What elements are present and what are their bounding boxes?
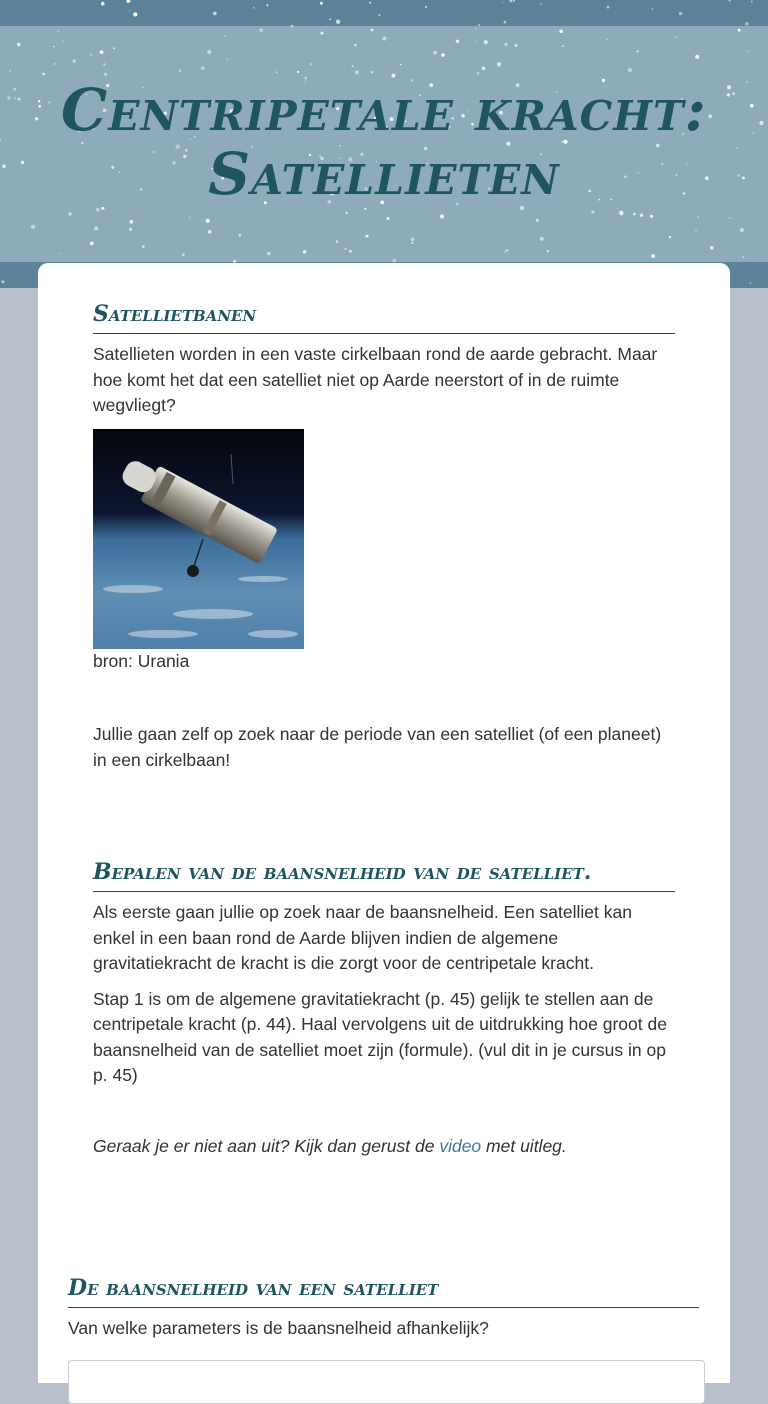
- snowflake: [291, 25, 294, 28]
- snowflake: [10, 70, 12, 72]
- snowflake: [477, 72, 480, 75]
- snowflake: [729, 217, 731, 219]
- snowflake: [346, 212, 348, 214]
- snowflake: [297, 71, 299, 73]
- snowflake: [364, 208, 366, 210]
- snowflake: [336, 240, 339, 243]
- snowflake: [59, 253, 60, 254]
- snowflake: [320, 2, 323, 5]
- snowflake: [738, 29, 741, 32]
- paragraph-2: Stap 1 is om de algemene gravitatiekracht (p. 45) gelijk te stellen aan de centripetale kracht (p. 44). Haal vervolgens uit de uitdrukking hoe groot de baansnelheid van de satelliet moet zijn (formule). (vul dit in je cursus in op p. 45): [93, 988, 667, 1085]
- snowflake: [354, 44, 357, 47]
- help-text-after: met uitleg.: [481, 1135, 567, 1156]
- snowflake: [182, 253, 185, 256]
- snowflake: [266, 4, 268, 6]
- snowflake: [562, 45, 564, 47]
- intro-text: Satellieten worden in een vaste cirkelbaan rond de aarde gebracht. Maar hoe komt het dat een satelliet niet op Aarde neerstort of in de ruimte wegvliegt?: [93, 344, 658, 415]
- snowflake: [224, 35, 226, 37]
- snowflake: [676, 36, 678, 38]
- snowflake: [90, 54, 92, 56]
- content-card: [38, 263, 730, 1383]
- snowflake: [329, 19, 331, 21]
- page-title-line2: Satellieten: [208, 140, 560, 208]
- snowflake: [478, 24, 480, 26]
- snowflake: [729, 0, 731, 2]
- snowflake: [749, 282, 751, 284]
- snowflake: [371, 29, 374, 32]
- snowflake: [425, 6, 427, 8]
- snowflake: [619, 211, 623, 215]
- snowflake: [189, 217, 191, 219]
- snowflake: [103, 63, 106, 66]
- snowflake: [482, 67, 486, 71]
- snowflake: [640, 214, 643, 217]
- snowflake: [42, 73, 45, 76]
- snowflake: [710, 246, 714, 250]
- snowflake: [72, 59, 76, 63]
- snowflake: [607, 6, 610, 9]
- snowflake: [745, 22, 749, 26]
- snowflake: [504, 21, 507, 24]
- section-satellietbanen: [93, 301, 675, 773]
- snowflake: [504, 251, 506, 253]
- task-text: Jullie gaan zelf op zoek naar de periode van een satelliet (of een planeet) in een cirkelbaan!: [93, 724, 662, 770]
- snowflake: [259, 29, 262, 32]
- page-title: [0, 78, 768, 206]
- question-text: Van welke parameters is de baansnelheid afhankelijk?: [68, 1318, 489, 1338]
- snowflake: [129, 228, 132, 231]
- snowflake: [540, 3, 542, 5]
- snowflake: [100, 50, 104, 54]
- snowflake: [411, 242, 413, 244]
- snowflake: [628, 68, 632, 72]
- snowflake: [386, 217, 389, 220]
- snowflake: [1, 280, 4, 283]
- snowflake: [513, 0, 515, 2]
- snowflake: [698, 216, 700, 218]
- snowflake: [751, 1, 753, 3]
- snowflake: [651, 254, 655, 258]
- snowflake: [540, 237, 544, 241]
- answer-input[interactable]: [68, 1360, 705, 1404]
- snowflake: [740, 228, 744, 232]
- snowflake: [475, 41, 476, 42]
- snowflake: [62, 41, 64, 43]
- snowflake: [208, 230, 212, 234]
- snowflake: [349, 250, 352, 253]
- snowflake: [253, 7, 254, 8]
- snowflake: [303, 250, 307, 254]
- snowflake: [400, 64, 402, 66]
- snowflake: [506, 249, 508, 251]
- section-heading: Satellietbanen: [93, 301, 675, 334]
- snowflake: [633, 213, 636, 216]
- image-caption: bron: Urania: [93, 650, 190, 671]
- snowflake: [652, 8, 653, 9]
- snowflake: [58, 31, 60, 33]
- snowflake: [126, 0, 130, 3]
- header-banner: [0, 0, 768, 288]
- snowflake: [440, 214, 444, 218]
- snowflake: [695, 230, 696, 231]
- snowflake: [113, 47, 115, 49]
- snowflake: [267, 252, 271, 256]
- snowflake: [133, 12, 137, 16]
- snowflake: [382, 37, 386, 41]
- snowflake: [68, 212, 72, 216]
- paragraph-1: Als eerste gaan jullie op zoek naar de baansnelheid. Een satelliet kan enkel in een baan rond de Aarde blijven indien de algemene gravitatiekracht de kracht is die zorgt voor de centripetale kracht.: [93, 902, 632, 973]
- snowflake: [344, 248, 347, 251]
- help-text-before: Geraak je er niet aan uit? Kijk dan gerust de: [93, 1135, 440, 1156]
- snowflake: [96, 208, 100, 212]
- snowflake: [456, 40, 459, 43]
- snowflake: [591, 210, 594, 213]
- snowflake: [355, 71, 359, 75]
- snowflake: [101, 207, 104, 210]
- snowflake: [679, 12, 682, 15]
- snowflake: [310, 63, 312, 65]
- snowflake: [536, 219, 539, 222]
- snowflake: [207, 50, 211, 54]
- page-title-line1: Centripetale kracht:: [61, 76, 707, 144]
- video-link[interactable]: video: [439, 1135, 482, 1156]
- snowflake: [475, 28, 476, 29]
- section-heading: De baansnelheid van een satelliet: [68, 1275, 699, 1308]
- snowflake: [101, 2, 105, 6]
- snowflake: [239, 234, 242, 237]
- snowflake: [54, 63, 56, 65]
- snowflake: [142, 245, 145, 248]
- snowflake: [510, 0, 513, 2]
- snowflake: [650, 215, 653, 218]
- snowflake: [201, 66, 205, 70]
- snowflake: [748, 50, 750, 52]
- snowflake: [515, 44, 518, 47]
- snowflake: [547, 250, 549, 252]
- snowflake: [695, 55, 699, 59]
- snowflake: [31, 225, 35, 229]
- snowflake: [94, 226, 98, 230]
- snowflake: [636, 50, 638, 52]
- snowflake: [53, 46, 55, 48]
- snowflake: [559, 30, 563, 34]
- snowflake: [502, 2, 503, 3]
- hubble-illustration: [93, 429, 304, 649]
- snowflake: [179, 70, 181, 72]
- section-heading: Bepalen van de baansnelheid van de satelliet.: [93, 859, 675, 892]
- snowflake: [206, 219, 210, 223]
- snowflake: [378, 14, 380, 16]
- satellite-image: [93, 429, 304, 649]
- snowflake: [669, 236, 671, 238]
- snowflake: [320, 32, 323, 35]
- snowflake: [371, 71, 373, 73]
- snowflake: [226, 59, 227, 60]
- snowflake: [130, 220, 134, 224]
- snowflake: [484, 40, 488, 44]
- snowflake: [504, 43, 507, 46]
- snowflake: [90, 242, 94, 246]
- snowflake: [366, 235, 369, 238]
- help-text: [93, 1134, 675, 1160]
- snowflake: [497, 62, 501, 66]
- section-baansnelheid-vraag: [68, 1275, 699, 1342]
- snowflake: [17, 43, 20, 46]
- snowflake: [129, 10, 130, 11]
- snowflake: [743, 256, 745, 258]
- snowflake: [276, 71, 278, 73]
- snowflake: [606, 39, 608, 41]
- snowflake: [411, 237, 415, 241]
- snowflake: [441, 53, 444, 56]
- snowflake: [433, 51, 437, 55]
- snowflake: [352, 65, 354, 67]
- section-baansnelheid-bepalen: [93, 859, 675, 1159]
- snowflake: [369, 2, 371, 4]
- snowflake: [213, 12, 217, 16]
- snowflake: [336, 20, 340, 24]
